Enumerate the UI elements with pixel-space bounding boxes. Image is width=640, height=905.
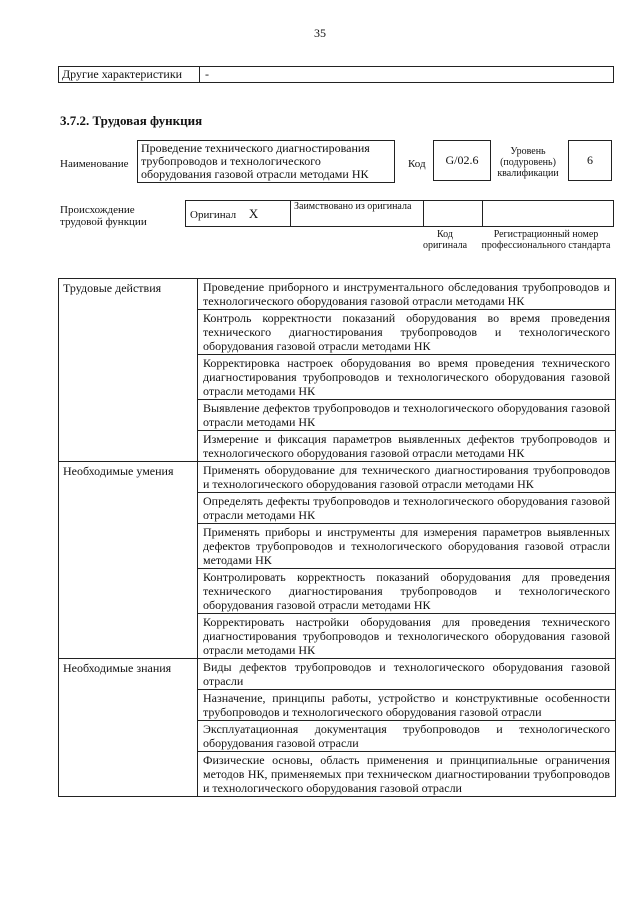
original-label: Оригинал	[190, 208, 237, 221]
list-item: Применять приборы и инструменты для измерения параметров выявленных дефектов трубопроводов и технологического оборудования газовой отрасли методами НК	[198, 524, 616, 569]
origin-label: Происхождение трудовой функции	[60, 204, 147, 228]
other-characteristics-value: -	[200, 67, 614, 83]
code-value: G/02.6	[433, 140, 491, 181]
list-item: Применять оборудование для технического диагностирования трубопроводов и технологического оборудования газовой отрасли методами НК	[198, 462, 616, 493]
code-caption: Код оригинала	[422, 229, 468, 251]
code-label: Код	[408, 158, 426, 170]
list-item: Определять дефекты трубопроводов и технологического оборудования газовой отрасли методами НК	[198, 493, 616, 524]
reg-caption: Регистрационный номер профессионального стандарта	[481, 229, 611, 251]
group-title: Трудовые действия	[59, 279, 198, 462]
list-item: Эксплуатационная документация трубопроводов и технологического оборудования газовой отрасли	[198, 721, 616, 752]
other-characteristics-label: Другие характеристики	[59, 67, 200, 83]
list-item: Корректировка настроек оборудования во время проведения технического диагностирования трубопроводов и технологического оборудования газовой отрасли методами НК	[198, 355, 616, 400]
list-item: Виды дефектов трубопроводов и технологического оборудования газовой отрасли	[198, 659, 616, 690]
name-label: Наименование	[60, 158, 129, 170]
list-item: Контроль корректности показаний оборудования во время проведения технического диагностирования трубопроводов и технологического оборудования газовой отрасли методами НК	[198, 310, 616, 355]
level-value: 6	[568, 140, 612, 181]
group-title: Необходимые знания	[59, 659, 198, 797]
origin-table	[185, 200, 614, 227]
list-item: Контролировать корректность показаний оборудования для проведения технического диагностирования трубопроводов и технологического оборудования газовой отрасли методами НК	[198, 569, 616, 614]
labor-function-table	[58, 278, 616, 797]
list-item: Выявление дефектов трубопроводов и технологического оборудования газовой отрасли методами НК	[198, 400, 616, 431]
page-number: 35	[314, 26, 326, 40]
list-item: Проведение приборного и инструментального обследования трубопроводов и технологического оборудования газовой отрасли методами НК	[198, 279, 616, 310]
list-item: Физические основы, область применения и принципиальные ограничения методов НК, применяемых при техническом диагностировании трубопроводов и технологического оборудования газовой отрасли	[198, 752, 616, 797]
function-name: Проведение технического диагностирования трубопроводов и технологического оборудования газовой отрасли методами НК	[137, 140, 395, 183]
borrowed-label: Заимствовано из оригинала	[291, 201, 424, 227]
group-title: Необходимые умения	[59, 462, 198, 659]
level-label: Уровень (подуровень) квалификации	[497, 146, 559, 179]
other-characteristics-table	[58, 66, 614, 83]
list-item: Измерение и фиксация параметров выявленных дефектов трубопроводов и технологического оборудования газовой отрасли методами НК	[198, 431, 616, 462]
original-mark: X	[248, 205, 259, 221]
section-title: 3.7.2. Трудовая функция	[60, 113, 203, 128]
list-item: Назначение, принципы работы, устройство и конструктивные особенности трубопроводов и технологического оборудования газовой отрасли	[198, 690, 616, 721]
list-item: Корректировать настройки оборудования для проведения технического диагностирования трубопроводов и технологического оборудования газовой отрасли методами НК	[198, 614, 616, 659]
